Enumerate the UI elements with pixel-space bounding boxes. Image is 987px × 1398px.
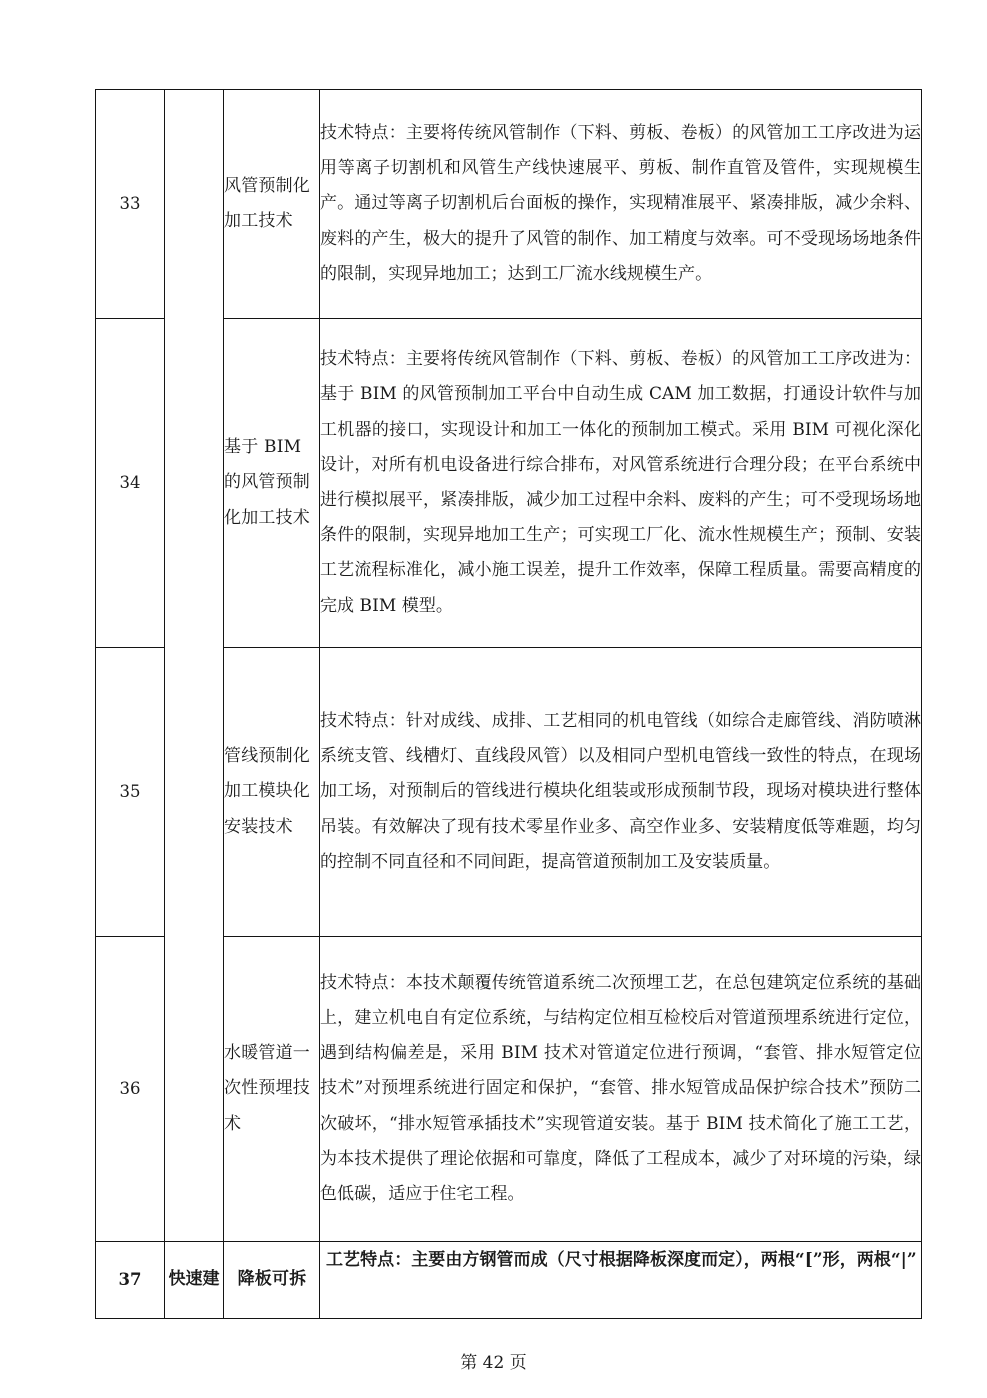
- table-row: [96, 90, 922, 319]
- technology-description-cell: 技术特点：本技术颠覆传统管道系统二次预埋工艺，在总包建筑定位系统的基础上，建立机电自有定位系统，与结构定位相互检校后对管道预埋系统进行定位，遇到结构偏差是，采用 BIM 技术对管道定位进行预调，“套管、排水短管定位技术”对预埋系统进行固定和保护，“套管、排水短管成品保护综合技术”预防二次破坏，“排水短管承插技术”实现管道安装。基于 BIM 技术简化了施工工艺，为本技术提供了理论依据和可靠度，降低了工程成本，减少了对环境的污染，绿色低碳，适应于住宅工程。: [320, 937, 922, 1242]
- technology-description-cell: 技术特点：针对成线、成排、工艺相同的机电管线（如综合走廊管线、消防喷淋系统支管、线槽灯、直线段风管）以及相同户型机电管线一致性的特点，在现场加工场，对预制后的管线进行模块化组装或形成预制节段，现场对模块进行整体吊装。有效解决了现有技术零星作业多、高空作业多、安装精度低等难题，均匀的控制不同直径和不同间距，提高管道预制加工及安装质量。: [320, 648, 922, 937]
- row-number-cell: 36: [96, 937, 165, 1242]
- row-number-cell: 37: [96, 1242, 165, 1319]
- row-number-cell: 33: [96, 90, 165, 319]
- technology-description-cell: 技术特点：主要将传统风管制作（下料、剪板、卷板）的风管加工工序改进为：基于 BIM 的风管预制加工平台中自动生成 CAM 加工数据，打通设计软件与加工机器的接口，实现设计和加工一体化的预制加工模式。采用 BIM 可视化深化设计，对所有机电设备进行综合排布，对风管系统进行合理分段；在平台系统中进行模拟展平，紧凑排版，减少加工过程中余料、废料的产生；可不受现场场地条件的限制，实现异地加工生产；可实现工厂化、流水性规模生产；预制、安装工艺流程标准化，减小施工误差，提升工作效率，保障工程质量。需要高精度的完成 BIM 模型。: [320, 319, 922, 648]
- category-cell: 快速建: [165, 1242, 224, 1319]
- technology-table: [95, 89, 922, 1319]
- category-cell-merged: [165, 90, 224, 1242]
- technology-name-cell: 基于 BIM 的风管预制化加工技术: [224, 319, 320, 648]
- technology-description-cell: 工艺特点：主要由方钢管而成（尺寸根据降板深度而定），两根“[”形，两根“|”: [320, 1242, 922, 1319]
- table-row: [96, 1242, 922, 1319]
- technology-name-cell: 管线预制化加工模块化安装技术: [224, 648, 320, 937]
- technology-name-cell: 风管预制化加工技术: [224, 90, 320, 319]
- technology-name-cell: 降板可拆: [224, 1242, 320, 1319]
- technology-name-cell: 水暖管道一次性预埋技术: [224, 937, 320, 1242]
- row-number-cell: 34: [96, 319, 165, 648]
- technology-description-cell: 技术特点：主要将传统风管制作（下料、剪板、卷板）的风管加工工序改进为运用等离子切割机和风管生产线快速展平、剪板、制作直管及管件，实现规模生产。通过等离子切割机后台面板的操作，实现精准展平、紧凑排版，减少余料、废料的产生，极大的提升了风管的制作、加工精度与效率。可不受现场场地条件的限制，实现异地加工；达到工厂流水线规模生产。: [320, 90, 922, 319]
- row-number-cell: 35: [96, 648, 165, 937]
- page-footer: 第 42 页: [460, 1353, 527, 1373]
